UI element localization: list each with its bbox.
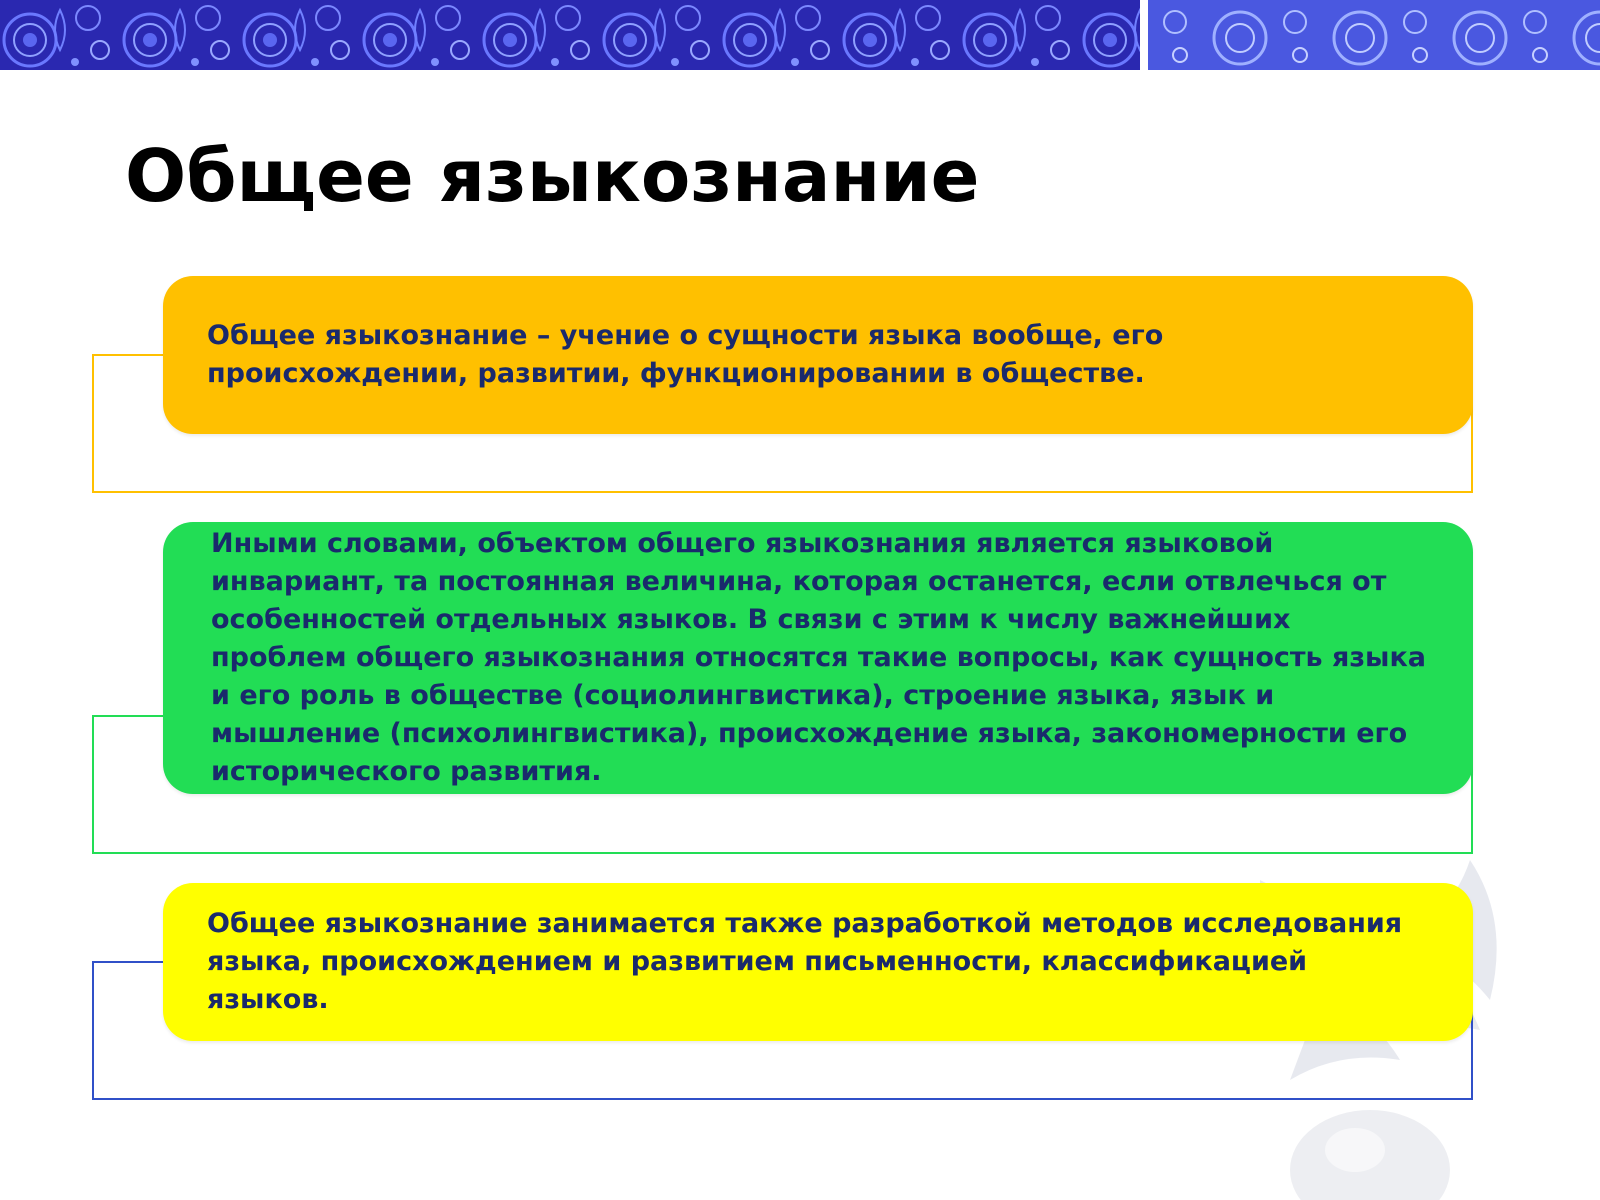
definition-card (163, 276, 1473, 434)
ornamental-banner (0, 0, 1600, 70)
slide-title: Общее языкознание (125, 134, 980, 218)
object-card (163, 522, 1473, 794)
object-text: Иными словами, объектом общего языкознания является языковой инвариант, та постоянная величина, которая останется, если отвлечься от особенностей отдельных языков. В связи с этим к числу важнейших проблем общего языкознания относятся такие вопросы, как сущность языка и его роль в обществе (социолингвистика), строение языка, язык и мышление (психолингвистика), происхождение языка, закономерности его исторического развития. (211, 528, 1426, 787)
methods-card (163, 883, 1473, 1041)
definition-text: Общее языкознание – учение о сущности языка вообще, его происхождении, развитии, функционировании в обществе. (207, 320, 1164, 389)
methods-text: Общее языкознание занимается также разработкой методов исследования языка, происхождением и развитием письменности, классификацией языков. (207, 908, 1403, 1015)
